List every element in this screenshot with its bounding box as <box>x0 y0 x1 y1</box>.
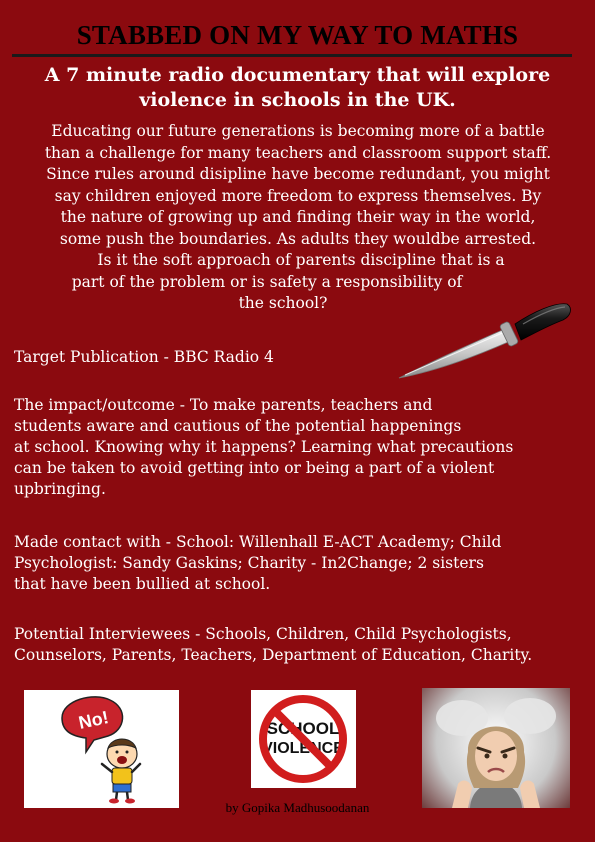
contacts-line: that have been bullied at school. <box>14 575 271 593</box>
knife-icon <box>395 298 575 382</box>
page-title: STABBED ON MY WAY TO MATHS <box>76 20 519 50</box>
target-publication: Target Publication - BBC Radio 4 <box>14 348 274 366</box>
contacts-line: Psychologist: Sandy Gaskins; Charity - In2Change; 2 sisters <box>14 554 484 572</box>
cartoon-image <box>24 690 179 808</box>
intro-line: than a challenge for many teachers and classroom support staff. <box>44 143 552 162</box>
intro-paragraph <box>8 121 588 315</box>
sign-text-violence: VIOLENCE <box>262 740 344 757</box>
angry-child-photo <box>422 688 570 808</box>
impact-line: can be taken to avoid getting into or being a part of a violent <box>14 459 495 477</box>
contacts-paragraph <box>14 532 501 595</box>
impact-line: students aware and cautious of the potential happenings <box>14 417 462 435</box>
impact-line: upbringing. <box>14 480 106 498</box>
intro-line: Educating our future generations is becoming more of a battle <box>51 122 545 140</box>
interviewees-paragraph <box>14 624 532 666</box>
title-divider <box>12 54 572 57</box>
speech-bubble-text: No! <box>76 707 111 733</box>
impact-paragraph <box>14 395 513 500</box>
prohibition-sign-icon <box>251 690 356 788</box>
interviewees-line: Potential Interviewees - Schools, Children, Child Psychologists, <box>14 625 512 643</box>
sign-text-school: SCHOOL <box>266 719 340 738</box>
intro-line: the nature of growing up and finding their way in the world, <box>60 208 536 226</box>
intro-line: part of the problem or is safety a responsibility of <box>71 272 463 291</box>
intro-line: the school? <box>238 294 328 312</box>
angry-girl-icon <box>422 688 570 808</box>
impact-line: The impact/outcome - To make parents, teachers and <box>14 396 433 414</box>
subtitle-line: violence in schools in the UK. <box>139 89 456 111</box>
intro-line: say children enjoyed more freedom to express themselves. By <box>54 186 542 205</box>
no-violence-sign-image <box>251 690 356 788</box>
subtitle-line: A 7 minute radio documentary that will explore <box>44 64 551 86</box>
author-credit: by Gopika Madhusoodanan <box>225 800 370 815</box>
impact-line: at school. Knowing why it happens? Learning what precautions <box>14 438 514 456</box>
intro-line: Since rules around disipline have become redundant, you might <box>46 165 550 183</box>
subtitle <box>20 63 575 113</box>
interviewees-line: Counselors, Parents, Teachers, Department of Education, Charity. <box>14 646 533 664</box>
contacts-line: Made contact with - School: Willenhall E-ACT Academy; Child <box>14 533 502 551</box>
intro-line: some push the boundaries. As adults they wouldbe arrested. <box>59 229 537 248</box>
intro-line: Is it the soft approach of parents discipline that is a <box>97 251 505 269</box>
shouting-child-icon <box>24 690 179 808</box>
